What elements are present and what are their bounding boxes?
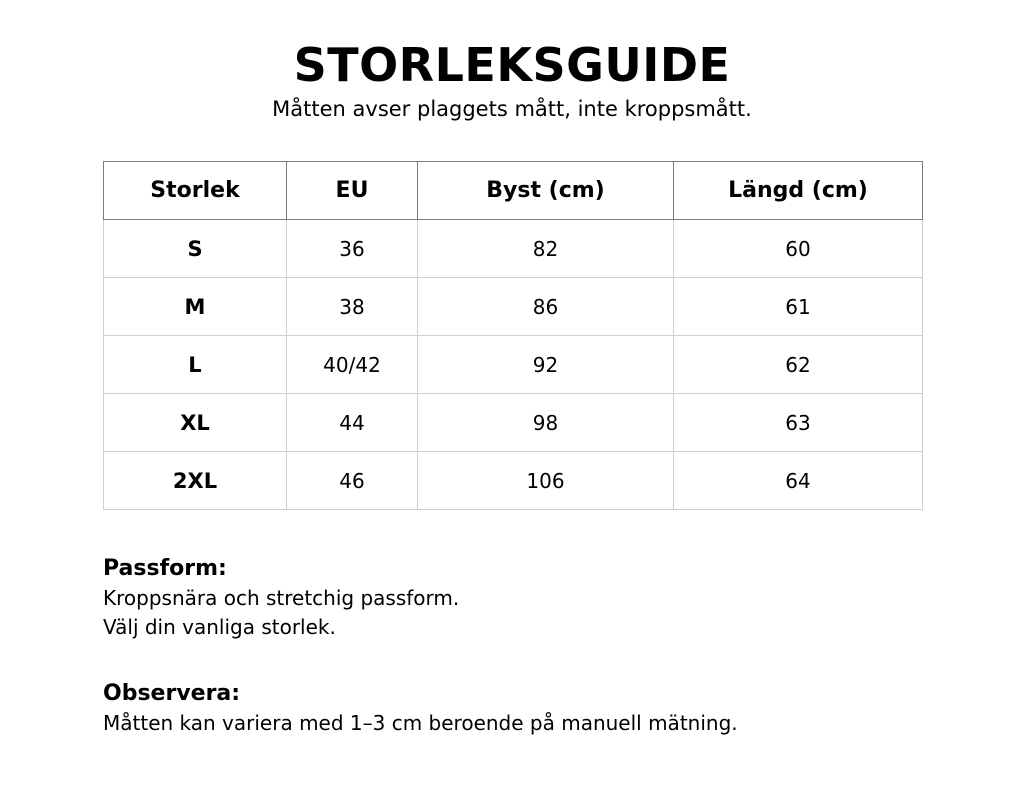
table-row [104,394,923,452]
page-title: STORLEKSGUIDE [293,38,731,92]
length-cell: 64 [674,452,923,510]
fit-line: Välj din vanliga storlek. [103,615,336,639]
table-row [104,336,923,394]
table-row [104,278,923,336]
size-cell: L [104,336,287,394]
bust-cell: 86 [418,278,674,336]
size-table [103,161,923,510]
table-header-row [104,162,923,220]
page-subtitle: Måtten avser plaggets mått, inte kroppsmått. [272,97,752,121]
eu-cell: 46 [287,452,418,510]
eu-cell: 44 [287,394,418,452]
note-line: Måtten kan variera med 1–3 cm beroende på manuell mätning. [103,711,738,735]
size-cell: 2XL [104,452,287,510]
column-header-length: Längd (cm) [674,162,923,220]
column-header-size: Storlek [104,162,287,220]
bust-cell: 106 [418,452,674,510]
table-row [104,220,923,278]
eu-cell: 36 [287,220,418,278]
column-header-eu: EU [287,162,418,220]
bust-cell: 92 [418,336,674,394]
note-section [103,679,983,738]
eu-cell: 40/42 [287,336,418,394]
note-heading: Observera: [103,681,241,706]
size-cell: XL [104,394,287,452]
column-header-bust: Byst (cm) [418,162,674,220]
table-row [104,452,923,510]
fit-section [103,554,983,642]
length-cell: 60 [674,220,923,278]
eu-cell: 38 [287,278,418,336]
length-cell: 61 [674,278,923,336]
bust-cell: 98 [418,394,674,452]
fit-heading: Passform: [103,556,227,581]
bust-cell: 82 [418,220,674,278]
size-cell: M [104,278,287,336]
size-cell: S [104,220,287,278]
fit-line: Kroppsnära och stretchig passform. [103,586,460,610]
length-cell: 62 [674,336,923,394]
length-cell: 63 [674,394,923,452]
